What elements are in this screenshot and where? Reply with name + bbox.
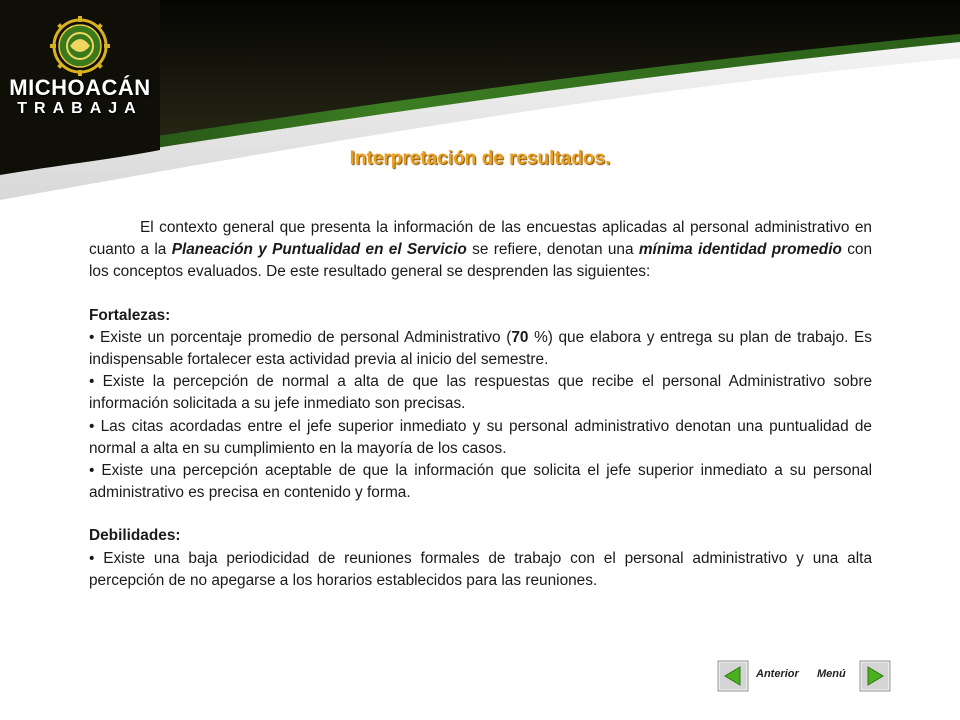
strength-item-1-pre: • Existe un porcentaje promedio de personal Administrativo ( [89,328,512,346]
intro-text-1: El contexto general que presenta la información de las encuestas aplicadas al personal administrativo en cuanto a la [89,219,872,259]
previous-button[interactable] [717,660,749,692]
intro-text-2: se refiere, denotan una [466,241,639,259]
slide-content [89,217,872,592]
slide-title: Interpretación de resultados. [349,148,611,169]
weaknesses-heading: Debilidades: [89,527,181,545]
intro-paragraph [89,217,872,284]
strength-item-3: • Las citas acordadas entre el jefe superior inmediato y su personal administrativo denotan una puntualidad de normal a alta en su cumplimiento en la mayoría de los casos. [89,417,872,457]
menu-label[interactable]: Menú [817,668,846,680]
next-button[interactable] [859,660,891,692]
logo-text-michoacan: MICHOACÁN [9,75,151,100]
previous-label[interactable]: Anterior [756,668,799,680]
intro-text-3: con los conceptos evaluados. De este resultado general se desprenden las siguientes: [89,241,873,281]
logo-text-trabaja: TRABAJA [17,100,143,117]
triangle-right-icon [859,660,891,692]
strength-item-2: • Existe la percepción de normal a alta de que las respuestas que recibe el personal Administrativo sobre información solicitada a su jefe inmediato son precisas. [89,373,872,413]
strengths-heading: Fortalezas: [89,306,171,324]
strength-item-1 [89,327,872,371]
weakness-item-1: • Existe una baja periodicidad de reuniones formales de trabajo con el personal administrativo y una alta percepción de no apegarse a los horarios establecidos para las reuniones. [89,549,872,589]
intro-emphasis-1: Planeación y Puntualidad en el Servicio [171,241,467,259]
strength-item-4: • Existe una percepción aceptable de que la información que solicita el jefe superior inmediato a su personal administrativo es precisa en contenido y forma. [89,462,872,502]
strength-item-1-value: 70 [511,328,529,346]
slide-navigation [717,660,893,694]
triangle-left-icon [717,660,749,692]
intro-emphasis-2: mínima identidad promedio [638,241,842,259]
strength-item-1-post: %) que elabora y entrega su plan de trabajo. Es indispensable fortalecer esta actividad previa al inicio del semestre. [89,328,872,369]
logo-emblem-icon [0,0,160,80]
